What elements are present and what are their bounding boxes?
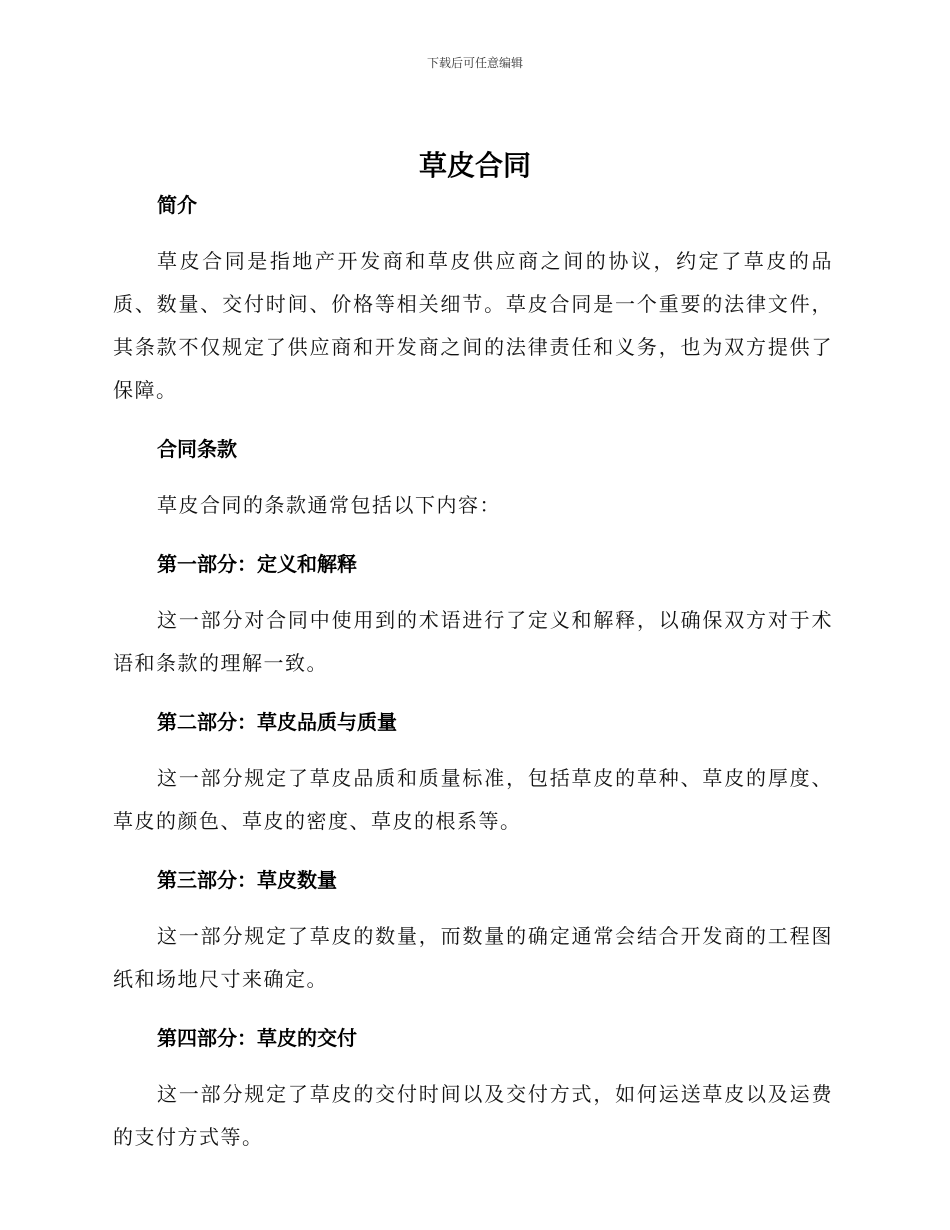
- section-paragraph: 这一部分规定了草皮品质和质量标准，包括草皮的草种、草皮的厚度、草皮的颜色、草皮的密度、草皮的根系等。: [113, 766, 833, 833]
- section-paragraph: 这一部分对合同中使用到的术语进行了定义和解释，以确保双方对于术语和条款的理解一致。: [113, 608, 833, 675]
- section-heading: 第二部分：草皮品质与质量: [157, 710, 397, 734]
- section-paragraph: 这一部分规定了草皮的交付时间以及交付方式，如何运送草皮以及运费的支付方式等。: [113, 1082, 833, 1149]
- document-body: [113, 190, 833, 1159]
- section-heading: 第一部分：定义和解释: [157, 552, 357, 576]
- section-part-three: [113, 865, 833, 1023]
- section-intro: [113, 190, 833, 434]
- section-part-one: [113, 549, 833, 707]
- header-note: 下载后可任意编辑: [426, 56, 523, 70]
- section-heading: 简介: [157, 193, 197, 217]
- section-part-two: [113, 707, 833, 865]
- section-heading: 第三部分：草皮数量: [157, 868, 337, 892]
- section-contract-terms: [113, 434, 833, 549]
- section-paragraph: 这一部分规定了草皮的数量，而数量的确定通常会结合开发商的工程图纸和场地尺寸来确定。: [113, 924, 833, 991]
- section-heading: 合同条款: [157, 437, 237, 461]
- section-part-four: [113, 1023, 833, 1159]
- section-paragraph: 草皮合同是指地产开发商和草皮供应商之间的协议，约定了草皮的品质、数量、交付时间、价格等相关细节。草皮合同是一个重要的法律文件，其条款不仅规定了供应商和开发商之间的法律责任和义务，也为双方提供了保障。: [113, 249, 833, 402]
- section-heading: 第四部分：草皮的交付: [157, 1026, 357, 1050]
- document-title: 草皮合同: [418, 149, 531, 182]
- section-paragraph: 草皮合同的条款通常包括以下内容：: [157, 493, 501, 517]
